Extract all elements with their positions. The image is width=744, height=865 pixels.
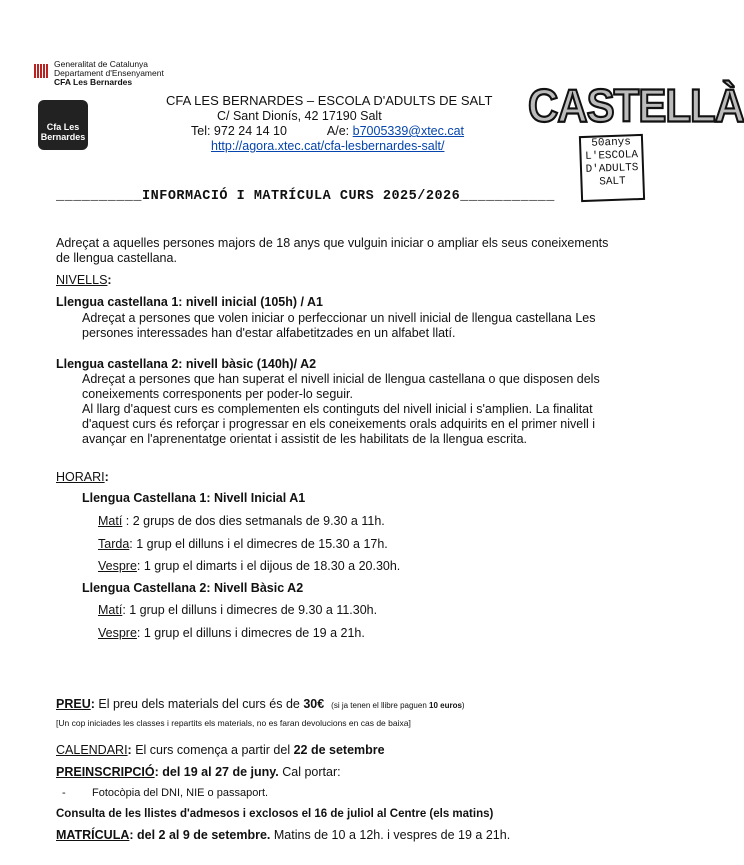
generalitat-flag-icon [34, 64, 48, 78]
nivells-heading: NIVELLS: [56, 273, 112, 287]
preu-line: PREU: El preu dels materials del curs és de 30€ (si ja tenen el llibre paguen 10 euros) [56, 697, 465, 711]
consulta-line: Consulta de les llistes d'admesos i exclosos el 16 de juliol al Centre (els matins) [56, 808, 494, 820]
website-line [211, 139, 444, 154]
schedule-row: Tarda: 1 grup el dilluns i el dimecres de 15.30 a 17h. [98, 537, 388, 551]
level-1-desc: Adreçat a persones que volen iniciar o perfeccionar un nivell inicial de llengua castellana Les [82, 311, 596, 325]
website-link[interactable]: http://agora.xtec.cat/cfa-lesbernardes-salt/ [211, 139, 445, 153]
schedule-row: Vespre: 1 grup el dilluns i dimecres de 19 a 21h. [98, 626, 365, 640]
level-2-desc: avançar en l'aprenentatge orientat i assistit de les habilitats de la llengua escrita. [82, 432, 528, 446]
generalitat-name: Generalitat de Catalunya [54, 59, 149, 69]
level-2-desc: d'aquest curs és reforçar i progressar en els coneixements orals adquirits en el primer nivell i [82, 417, 596, 431]
document-title: __________INFORMACIÓ I MATRÍCULA CURS 2025/2026___________ [56, 189, 555, 204]
generalitat-header [54, 60, 164, 87]
level-2-desc: Al llarg d'aquest curs es complementen els continguts del nivell inicial i s'amplien. La finalitat [82, 402, 593, 416]
phone: Tel: 972 24 14 10 [191, 124, 287, 138]
level-2-desc: Adreçat a persones que han superat el nivell inicial de llengua castellana o que disposen dels [82, 372, 600, 386]
contact-line [191, 124, 464, 139]
50-anys-logo: 50anys L'ESCOLA D'ADULTS SALT [579, 134, 645, 202]
school-logo: Cfa Les Bernardes [38, 100, 88, 150]
horari-heading: HORARI: [56, 470, 109, 484]
email-link[interactable]: b7005339@xtec.cat [352, 124, 465, 138]
level-1-desc: persones interessades han d'estar alfabetitzades en un alfabet llatí. [82, 326, 456, 340]
schedule-1-title: Llengua Castellana 1: Nivell Inicial A1 [82, 491, 306, 505]
school-name: CFA LES BERNARDES – ESCOLA D'ADULTS DE SALT [166, 93, 493, 108]
level-1-title: Llengua castellana 1: nivell inicial (105h) / A1 [56, 295, 323, 309]
schedule-2-title: Llengua Castellana 2: Nivell Bàsic A2 [82, 581, 304, 595]
department-name: Departament d'Ensenyament [54, 68, 164, 78]
intro-line-1: Adreçat a aquelles persones majors de 18 anys que vulguin iniciar o ampliar els seus coneixements [56, 236, 609, 250]
refund-warning: [Un cop iniciades les classes i repartits els materials, no es faran devolucions en cas de baixa] [56, 718, 411, 728]
calendari-line: CALENDARI: El curs comença a partir del 22 de setembre [56, 743, 385, 757]
email-label: A/e: [326, 124, 350, 138]
schedule-row: Matí: 1 grup el dilluns i dimecres de 9.30 a 11.30h. [98, 603, 378, 617]
level-2-desc: coneixements corresponents per poder-lo seguir. [82, 387, 353, 401]
schedule-row: Matí : 2 grups de dos dies setmanals de 9.30 a 11h. [98, 514, 385, 528]
preinscripcio-line: PREINSCRIPCIÓ: del 19 al 27 de juny. Cal portar: [56, 765, 341, 779]
level-2-title: Llengua castellana 2: nivell bàsic (140h)/ A2 [56, 357, 317, 371]
center-name: CFA Les Bernardes [54, 77, 133, 87]
matricula-line: MATRÍCULA: del 2 al 9 de setembre. Matins de 10 a 12h. i vespres de 19 a 21h. [56, 828, 511, 842]
address: C/ Sant Dionís, 42 17190 Salt [217, 109, 382, 123]
intro-line-2: de llengua castellana. [56, 251, 177, 265]
document-bullet: - Fotocòpia del DNI, NIE o passaport. [62, 787, 269, 799]
castella-logo: CASTELLÀ [528, 79, 744, 132]
schedule-row: Vespre: 1 grup el dimarts i el dijous de 18.30 a 20.30h. [98, 559, 401, 573]
